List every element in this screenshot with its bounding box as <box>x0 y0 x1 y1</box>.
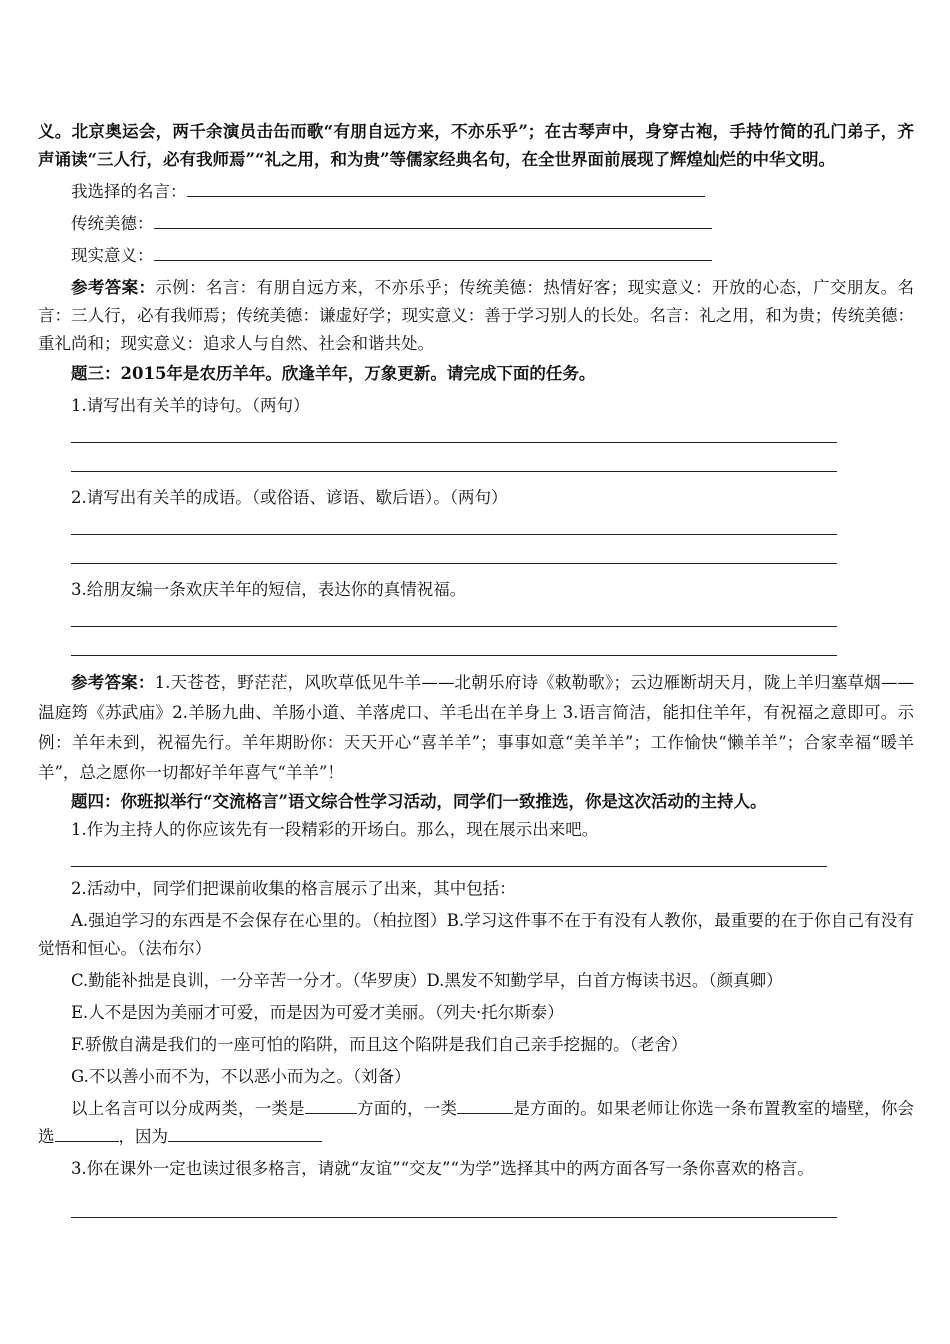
maxim-input-line[interactable] <box>187 179 705 197</box>
maxim-ab: A.强迫学习的东西是不会保存在心里的。（柏拉图）B.学习这件事不在于有没有人教你，最重要的在于你自己有没有觉悟和恒心。（法布尔） <box>38 911 914 958</box>
maxim-g: G.不以善小而不为，不以恶小而为之。（刘备） <box>71 1067 411 1086</box>
meaning-label: 现实意义： <box>71 246 154 265</box>
maxim-field <box>38 178 914 206</box>
classify-blank-1[interactable] <box>305 1096 357 1114</box>
classify-paragraph <box>38 1095 914 1151</box>
q4-title: 题四：你班拟举行“交流格言”语文综合性学习活动，同学们一致推选，你是这次活动的主持人。 <box>71 792 767 811</box>
maxim-f: F.骄傲自满是我们的一座可怕的陷阱，而且这个陷阱是我们自己亲手挖掘的。（老舍） <box>71 1035 688 1054</box>
q4-item1: 1.作为主持人的你应该先有一段精彩的开场白。那么，现在展示出来吧。 <box>71 820 599 839</box>
meaning-input-line[interactable] <box>154 243 712 261</box>
classify-text-a: 以上名言可以分成两类，一类是 <box>71 1099 305 1118</box>
q3-item3: 3.给朋友编一条欢庆羊年的短信，表达你的真情祝福。 <box>71 580 467 599</box>
virtue-input-line[interactable] <box>154 211 712 229</box>
answer2-paragraph <box>38 668 914 788</box>
intro-paragraph: 义。北京奥运会，两千余演员击缶而歌“有朋自远方来，不亦乐乎”；在古琴声中，身穿古袍，手持竹简的孔门弟子，齐声诵读“三人行，必有我师焉”“礼之用，和为贵”等儒家经典名句，在全世界面前展现了辉煌灿烂的中华文明。 <box>38 122 914 169</box>
q3-item2: 2.请写出有关羊的成语。（或俗语、谚语、歇后语）。（两句） <box>71 488 508 507</box>
answer2-label: 参考答案： <box>71 673 155 692</box>
answer1-text: 示例：名言：有朋自远方来，不亦乐乎；传统美德：热情好客；现实意义：开放的心态，广交朋友。名言：三人行，必有我师焉；传统美德：谦虚好学；现实意义：善于学习别人的长处。名言：礼之用，和为贵；传统美德：重礼尚和；现实意义：追求人与自然、社会和谐共处。 <box>38 278 915 353</box>
virtue-label: 传统美德： <box>71 214 154 233</box>
q4-item2: 2.活动中，同学们把课前收集的格言展示了出来，其中包括： <box>71 879 516 898</box>
answer1-label: 参考答案： <box>71 278 156 297</box>
maxim-label: 我选择的名言： <box>71 182 187 201</box>
q3-item1: 1.请写出有关羊的诗句。（两句） <box>71 396 310 415</box>
q4-answer-line-2[interactable] <box>71 1217 837 1218</box>
q4-item3: 3.你在课外一定也读过很多格言，请就“友谊”“交友”“为学”选择其中的两方面各写一条你喜欢的格言。 <box>71 1159 814 1178</box>
classify-blank-2[interactable] <box>457 1096 513 1114</box>
classify-blank-4[interactable] <box>168 1124 322 1142</box>
answer1-paragraph <box>38 274 914 358</box>
classify-text-d: ，因为 <box>118 1127 168 1146</box>
maxim-cd: C.勤能补拙是良训，一分辛苦一分才。（华罗庚）D.黑发不知勤学早，白首方悔读书迟。（颜真卿） <box>71 971 783 990</box>
virtue-field <box>38 210 914 238</box>
classify-blank-3[interactable] <box>55 1124 119 1142</box>
answer2-text: 1.天苍苍，野茫茫，风吹草低见牛羊——北朝乐府诗《敕勒歌》；云边雁断胡天月，陇上羊归塞草烟——温庭筠《苏武庙》2.羊肠九曲、羊肠小道、羊落虎口、羊毛出在羊身上 3.语言简洁，能扣住羊年，有祝福之意即可。示例：羊年未到，祝福先行。羊年期盼你：天天开心“喜羊羊”；事事如意“美羊羊”；工作愉快“懒羊羊”；合家幸福“暖羊羊”，总之愿你一切都好羊年喜气“羊羊”！ <box>38 673 914 782</box>
document-page <box>38 118 914 1218</box>
meaning-field <box>38 242 914 270</box>
maxim-e: E.人不是因为美丽才可爱，而是因为可爱才美丽。（列夫·托尔斯泰） <box>71 1003 564 1022</box>
q3-title: 题三：2015年是农历羊年。欣逢羊年，万象更新。请完成下面的任务。 <box>71 364 596 383</box>
classify-text-c: 是方面的。如果老师让你选一条布置教室的墙壁，你会选 <box>38 1099 915 1146</box>
classify-text-b: 方面的，一类 <box>356 1099 458 1118</box>
